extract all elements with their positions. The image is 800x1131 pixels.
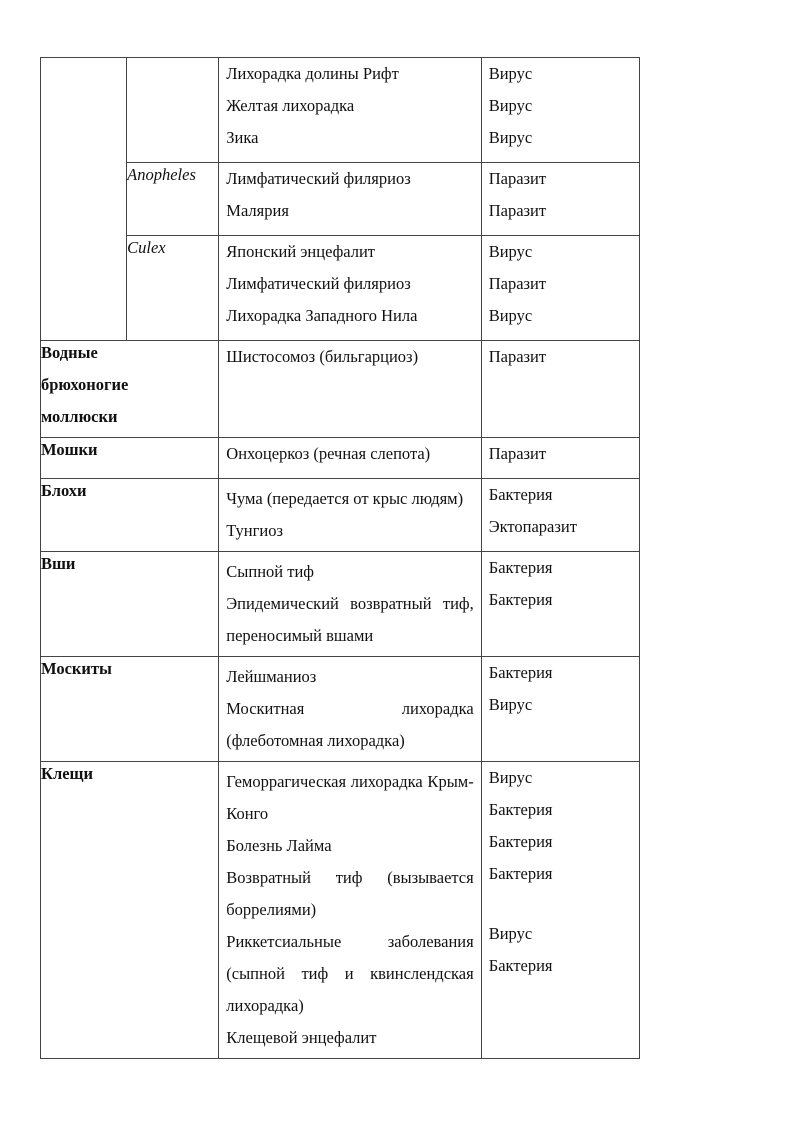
agent-type: Эктопаразит xyxy=(488,517,577,536)
disease-name: Риккетсиальные заболевания (сыпной тиф и квинслендская лихорадка) xyxy=(226,932,474,1015)
disease-cell xyxy=(219,438,481,479)
disease-cell xyxy=(219,479,481,552)
disease-name: Лихорадка долины Рифт xyxy=(226,64,399,83)
genus-name: Culex xyxy=(127,238,166,257)
agent-type: Бактерия xyxy=(488,558,553,577)
agent-gap xyxy=(489,894,632,922)
vector-disease-table xyxy=(40,57,640,1059)
genus-cell xyxy=(127,163,219,236)
agent-type: Бактерия xyxy=(488,864,553,883)
disease-cell xyxy=(219,236,481,341)
vector-name: Водные xyxy=(41,343,98,362)
mosquito-vector-cell xyxy=(41,58,127,341)
agent-type: Паразит xyxy=(488,169,547,188)
agent-type: Бактерия xyxy=(488,485,553,504)
table-row xyxy=(41,163,640,236)
vector-name: Мошки xyxy=(41,440,98,459)
table-row xyxy=(41,58,640,163)
genus-cell xyxy=(127,236,219,341)
agent-cell xyxy=(481,236,639,341)
disease-name: Тунгиоз xyxy=(226,521,283,540)
table-row xyxy=(41,552,640,657)
agent-cell xyxy=(481,479,639,552)
agent-cell xyxy=(481,762,639,1059)
agent-cell xyxy=(481,438,639,479)
agent-type: Вирус xyxy=(488,96,533,115)
genus-name: Anopheles xyxy=(127,165,196,184)
agent-cell xyxy=(481,657,639,762)
genus-cell xyxy=(127,58,219,163)
agent-type: Бактерия xyxy=(488,956,553,975)
vector-name: Вши xyxy=(41,554,76,573)
disease-cell xyxy=(219,58,481,163)
agent-cell xyxy=(481,58,639,163)
agent-type: Вирус xyxy=(488,128,533,147)
disease-cell xyxy=(219,163,481,236)
agent-type: Паразит xyxy=(488,274,547,293)
vector-name: Москиты xyxy=(41,659,112,678)
disease-cell xyxy=(219,341,481,438)
agent-cell xyxy=(481,552,639,657)
disease-name: Москитная лихорадка (флеботомная лихорадка) xyxy=(226,699,474,750)
agent-type: Бактерия xyxy=(488,663,553,682)
disease-name: Эпидемический возвратный тиф, переносимый вшами xyxy=(226,594,474,645)
disease-name: Желтая лихорадка xyxy=(226,96,355,115)
vector-name: Блохи xyxy=(41,481,87,500)
table-row xyxy=(41,657,640,762)
vector-cell xyxy=(41,479,219,552)
table-row xyxy=(41,479,640,552)
disease-name: Болезнь Лайма xyxy=(226,836,332,855)
disease-name: Сыпной тиф xyxy=(226,562,314,581)
agent-type: Вирус xyxy=(488,768,533,787)
vector-name: брюхоногие xyxy=(41,375,129,394)
agent-type: Вирус xyxy=(488,64,533,83)
disease-name: Зика xyxy=(226,128,259,147)
disease-name: Геморрагическая лихорадка Крым-Конго xyxy=(226,772,474,823)
vector-name: Клещи xyxy=(41,764,93,783)
disease-name: Возвратный тиф (вызывается боррелиями) xyxy=(226,868,474,919)
vector-name: моллюски xyxy=(41,407,118,426)
vector-cell xyxy=(41,341,219,438)
agent-cell xyxy=(481,341,639,438)
disease-name: Японский энцефалит xyxy=(226,242,376,261)
disease-cell xyxy=(219,657,481,762)
disease-name: Лейшманиоз xyxy=(226,667,317,686)
vector-cell xyxy=(41,762,219,1059)
table-row xyxy=(41,236,640,341)
agent-type: Бактерия xyxy=(488,800,553,819)
table-row xyxy=(41,438,640,479)
disease-cell xyxy=(219,552,481,657)
disease-name: Шистосомоз (бильгарциоз) xyxy=(226,347,419,366)
disease-cell xyxy=(219,762,481,1059)
disease-name: Лихорадка Западного Нила xyxy=(226,306,418,325)
agent-type: Вирус xyxy=(488,924,533,943)
vector-cell xyxy=(41,438,219,479)
agent-type: Бактерия xyxy=(488,590,553,609)
disease-name: Чума (передается от крыс людям) xyxy=(226,489,464,508)
agent-type: Вирус xyxy=(488,695,533,714)
table-row xyxy=(41,762,640,1059)
agent-cell xyxy=(481,163,639,236)
agent-type: Паразит xyxy=(488,347,547,366)
agent-type: Паразит xyxy=(488,444,547,463)
agent-type: Паразит xyxy=(488,201,547,220)
disease-name: Малярия xyxy=(226,201,289,220)
agent-type: Бактерия xyxy=(488,832,553,851)
agent-type: Вирус xyxy=(488,242,533,261)
disease-name: Лимфатический филяриоз xyxy=(226,274,411,293)
disease-name: Онхоцеркоз (речная слепота) xyxy=(226,444,431,463)
agent-type: Вирус xyxy=(488,306,533,325)
vector-cell xyxy=(41,552,219,657)
disease-name: Лимфатический филяриоз xyxy=(226,169,411,188)
vector-cell xyxy=(41,657,219,762)
table-row xyxy=(41,341,640,438)
disease-name: Клещевой энцефалит xyxy=(226,1028,377,1047)
